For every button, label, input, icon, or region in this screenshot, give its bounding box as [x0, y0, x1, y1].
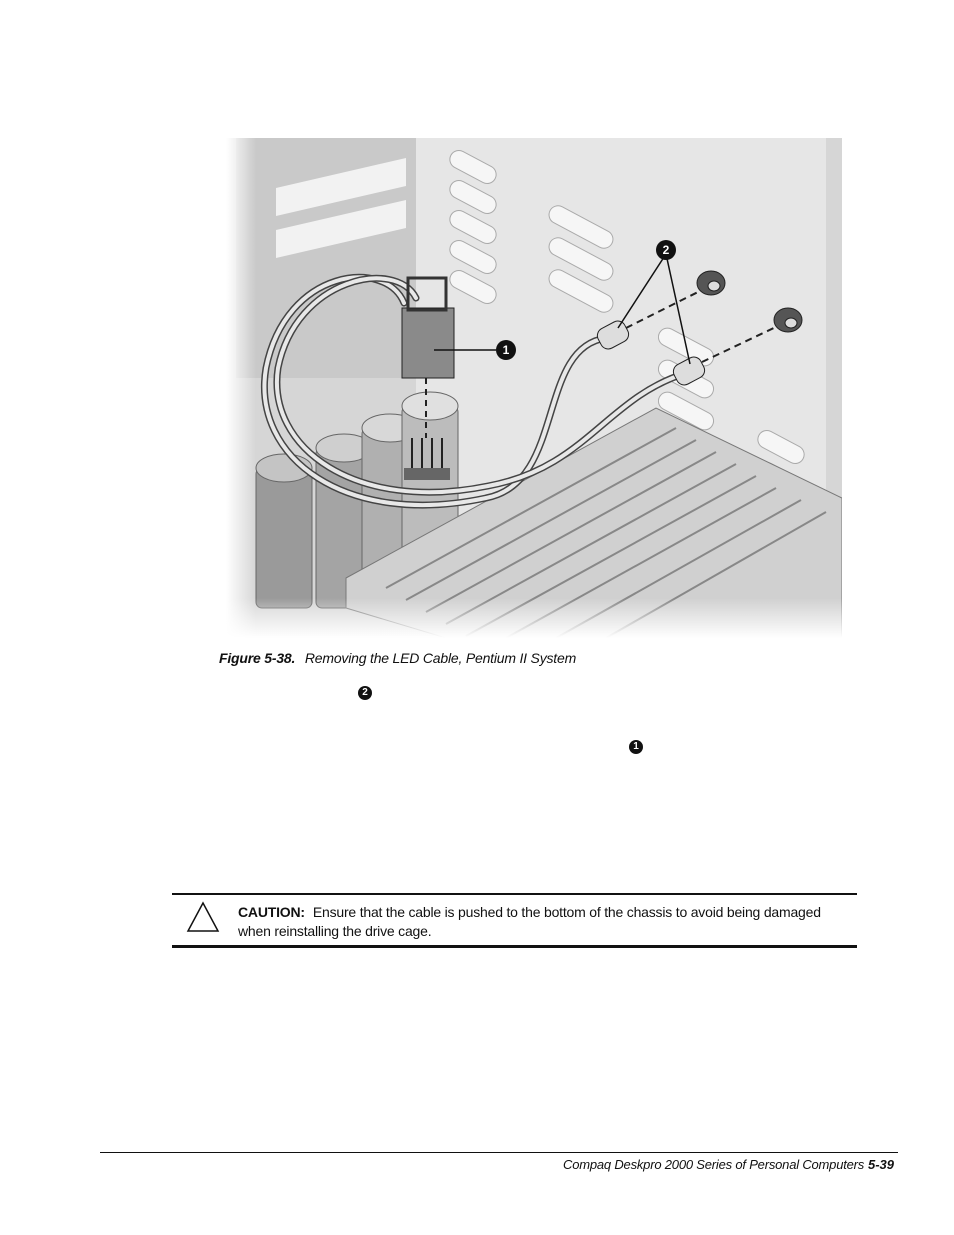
- callout-2-marker: [656, 240, 676, 260]
- caution-box: [172, 893, 857, 948]
- caution-triangle-icon: [186, 901, 220, 933]
- callout-2-label: 2: [662, 243, 670, 257]
- caution-keyword: CAUTION:: [238, 904, 305, 920]
- caution-text: [238, 903, 848, 941]
- footer-divider: [100, 1152, 898, 1153]
- footer-page-number: 5-39: [868, 1157, 895, 1172]
- caution-message: Ensure that the cable is pushed to the bottom of the chassis to avoid being damaged when reinstalling the drive cage.: [238, 904, 821, 939]
- callout-1-label: 1: [502, 343, 510, 357]
- led-cable-illustration: [226, 138, 842, 638]
- callout-1-marker: [496, 340, 516, 360]
- figure-caption: [219, 650, 576, 666]
- figure-caption-text: Removing the LED Cable, Pentium II System: [304, 650, 577, 666]
- chassis-drawing: [226, 138, 842, 638]
- figure-caption-label: Figure 5-38.: [219, 650, 296, 666]
- inline-marker-2: 2: [358, 686, 372, 700]
- inline-marker-1: 1: [629, 740, 643, 754]
- footer-book-title: Compaq Deskpro 2000 Series of Personal Computers: [563, 1157, 865, 1172]
